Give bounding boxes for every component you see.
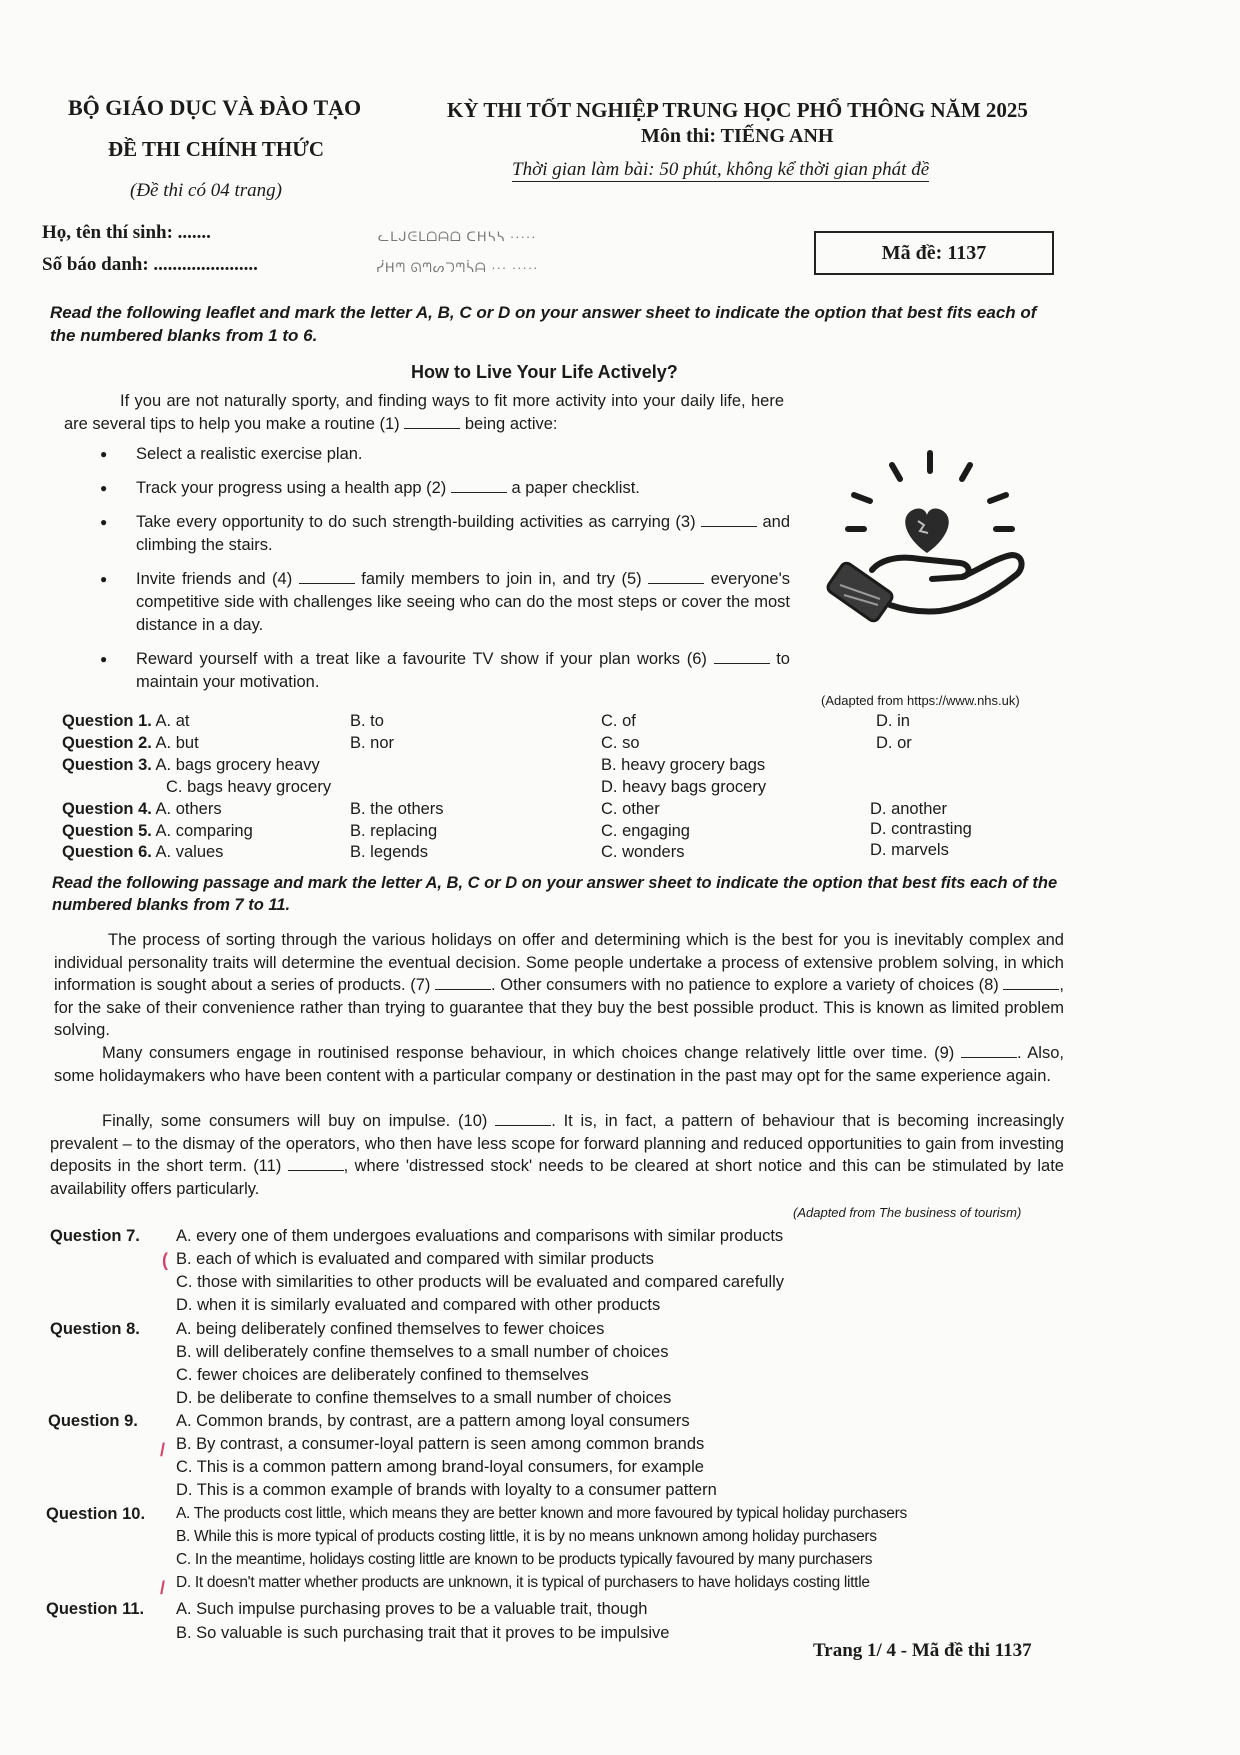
blank-5 bbox=[648, 569, 704, 584]
blank-7 bbox=[435, 975, 491, 990]
q7-option-b: B. each of which is evaluated and compared with similar products bbox=[176, 1250, 654, 1268]
q1-option-c: C. of bbox=[601, 712, 636, 730]
tip-2-text-a: Track your progress using a health app (2) bbox=[136, 479, 447, 497]
exam-title: KỲ THI TỐT NGHIỆP TRUNG HỌC PHỔ THÔNG NĂM 2025 bbox=[447, 98, 1028, 122]
q6-option-a: A. values bbox=[155, 843, 224, 861]
tip-4-text-a: Invite friends and (4) bbox=[136, 570, 293, 588]
blank-2 bbox=[451, 478, 507, 493]
pages-note: (Đề thi có 04 trang) bbox=[130, 180, 282, 201]
q8-option-b: B. will deliberately confine themselves to a small number of choices bbox=[176, 1343, 669, 1361]
q2-label bbox=[62, 734, 199, 753]
leaflet-intro bbox=[64, 390, 784, 436]
q5-option-d: D. contrasting bbox=[870, 820, 972, 838]
q1-option-d: D. in bbox=[876, 712, 910, 730]
q10-option-a: A. The products cost little, which means they are better known and more favoured by typical holiday purchasers bbox=[176, 1505, 907, 1522]
q9-option-d: D. This is a common example of brands with loyalty to a consumer pattern bbox=[176, 1481, 717, 1499]
q5-option-a: A. comparing bbox=[155, 822, 253, 840]
heart-hand-icon bbox=[820, 445, 1030, 635]
blank-9 bbox=[961, 1043, 1017, 1058]
q6-label bbox=[62, 843, 223, 862]
tip-item-4 bbox=[100, 568, 790, 637]
tip-5-text-b: to maintain your motivation. bbox=[136, 650, 790, 691]
q3-option-c: C. bags heavy grocery bbox=[166, 778, 332, 796]
q2-option-d: D. or bbox=[876, 734, 912, 752]
q4-option-d: D. another bbox=[870, 800, 948, 818]
q1-number: Question 1. bbox=[62, 712, 152, 730]
tip-3-text-a: Take every opportunity to do such strength-building activities as carrying (3) bbox=[136, 513, 696, 531]
tip-item-3 bbox=[100, 511, 790, 557]
tip-1-text: Select a realistic exercise plan. bbox=[136, 445, 363, 463]
p1-text-a: The process of sorting through the various holidays on offer and determining which is the best for you is inevitably complex and individual personality traits will determine the eventual decision. Some people undertake a process of extensive problem solving, in which information is sought about a series of products. (7) bbox=[54, 931, 1064, 994]
q2-option-b: B. nor bbox=[350, 734, 395, 752]
q5-option-b: B. replacing bbox=[350, 822, 438, 840]
q11-number bbox=[46, 1600, 144, 1619]
p2-text-a: Many consumers engage in routinised response behaviour, in which choices change relatively little over time. (9) bbox=[102, 1044, 955, 1062]
q7-option-c: C. those with similarities to other products will be evaluated and compared carefully bbox=[176, 1273, 785, 1291]
q7-label: Question 7. bbox=[50, 1227, 140, 1245]
passage-paragraph-2 bbox=[54, 1042, 1064, 1087]
q3-option-b: B. heavy grocery bags bbox=[601, 756, 766, 774]
candidate-id-label: Số báo danh: ...................... bbox=[42, 254, 258, 275]
tip-item-5 bbox=[100, 648, 790, 694]
candidate-name-label: Họ, tên thí sinh: ....... bbox=[42, 222, 211, 243]
tip-4-text-b: family members to join in, and try (5) bbox=[361, 570, 642, 588]
q3-label bbox=[62, 756, 320, 775]
q5-option-c: C. engaging bbox=[601, 822, 690, 840]
q2-number: Question 2. bbox=[62, 734, 152, 752]
q1-label bbox=[62, 712, 189, 731]
exam-time bbox=[512, 159, 929, 181]
tip-5-text-a: Reward yourself with a treat like a favourite TV show if your plan works (6) bbox=[136, 650, 707, 668]
pen-mark-q10: / bbox=[160, 1578, 166, 1598]
q6-option-d: D. marvels bbox=[870, 841, 949, 859]
tip-item-1 bbox=[100, 443, 790, 466]
q6-option-c: C. wonders bbox=[601, 843, 685, 861]
q2-option-a: A. but bbox=[155, 734, 199, 752]
blank-4 bbox=[299, 569, 355, 584]
leaflet-title: How to Live Your Life Actively? bbox=[411, 362, 678, 382]
q10-label: Question 10. bbox=[46, 1505, 146, 1523]
intro-text-b: being active: bbox=[464, 415, 558, 433]
faint-handwriting-2: ᓰᕼᘉ ᘏᘉᔕᘄᘉᓵᗩ ··· ····· bbox=[376, 260, 539, 275]
q4-option-c: C. other bbox=[601, 800, 660, 818]
q10-option-d: D. It doesn't matter whether products are unknown, it is typical of purchasers to have holidays costing little bbox=[176, 1574, 870, 1591]
q8-option-d: D. be deliberate to confine themselves to a small number of choices bbox=[176, 1389, 672, 1407]
q9-option-a: A. Common brands, by contrast, are a pattern among loyal consumers bbox=[176, 1412, 690, 1430]
p3-text-c: , where 'distressed stock' needs to be cleared at short notice and this can be stimulated by late availability offers particularly. bbox=[50, 1157, 1064, 1198]
q11-label: Question 11. bbox=[46, 1600, 145, 1618]
section2-instruction: Read the following passage and mark the letter A, B, C or D on your answer sheet to indicate the option that best fits each of the numbered blanks from 7 to 11. bbox=[52, 874, 1058, 914]
q11-option-b: B. So valuable is such purchasing trait that it proves to be impulsive bbox=[176, 1624, 670, 1642]
q3-option-a: A. bags grocery heavy bbox=[155, 756, 320, 774]
tips-list bbox=[100, 443, 790, 705]
q1-option-b: B. to bbox=[350, 712, 384, 730]
tip-4-text-c: everyone's competitive side with challenges like seeing who can do the most steps or cover the most distance in a day. bbox=[136, 570, 790, 634]
p2-text-b: . Also, some holidaymakers who have been content with a particular company or destination in the past may opt for the same experience again. bbox=[54, 1044, 1064, 1085]
q4-option-b: B. the others bbox=[350, 800, 444, 818]
exam-code: Mã đề: 1137 bbox=[881, 241, 987, 264]
leaflet-source: (Adapted from https://www.nhs.uk) bbox=[821, 693, 1020, 708]
q2-option-c: C. so bbox=[601, 734, 640, 752]
q8-option-a: A. being deliberately confined themselves to fewer choices bbox=[176, 1320, 605, 1338]
section1-instruction: Read the following leaflet and mark the letter A, B, C or D on your answer sheet to indicate the option that best fits each of the numbered blanks from 1 to 6. bbox=[50, 303, 1037, 345]
q3-option-d: D. heavy bags grocery bbox=[601, 778, 767, 796]
q10-number bbox=[46, 1505, 145, 1524]
q4-number: Question 4. bbox=[62, 800, 152, 818]
official-exam-label: ĐỀ THI CHÍNH THỨC bbox=[108, 137, 325, 161]
tip-3-text-b: and climbing the stairs. bbox=[136, 513, 791, 554]
p3-text-b: . It is, in fact, a pattern of behaviour that is becoming increasingly prevalent – to the dismay of the operators, who then have less scope for forward planning and reduced opportunities to gain from investing deposits in the short term. (11) bbox=[50, 1112, 1064, 1175]
faint-handwriting-1: ᓚᒪᒍᕮᒪᗝᗩᗝ ᑕᕼᓴᓴ ····· bbox=[378, 229, 537, 244]
q9-label: Question 9. bbox=[48, 1412, 138, 1430]
q10-option-b: B. While this is more typical of products costing little, it is by no means unknown among holiday purchasers bbox=[176, 1528, 877, 1545]
q9-number bbox=[48, 1412, 138, 1431]
q1-option-a: A. at bbox=[155, 712, 190, 730]
q5-label bbox=[62, 822, 253, 841]
tip-item-2 bbox=[100, 477, 790, 500]
p1-text-b: . Other consumers with no patience to explore a variety of choices (8) bbox=[491, 976, 999, 994]
q9-option-c: C. This is a common pattern among brand-loyal consumers, for example bbox=[176, 1458, 704, 1476]
passage-source: (Adapted from The business of tourism) bbox=[793, 1205, 1022, 1220]
blank-11 bbox=[288, 1156, 344, 1171]
q10-option-c: C. In the meantime, holidays costing little are known to be products typically favoured by many purchasers bbox=[176, 1551, 873, 1568]
q11-option-a: A. Such impulse purchasing proves to be a valuable trait, though bbox=[176, 1600, 648, 1618]
blank-6 bbox=[714, 649, 770, 664]
q7-option-d: D. when it is similarly evaluated and compared with other products bbox=[176, 1296, 661, 1314]
exam-time-text: Thời gian làm bài: 50 phút, không kể thời gian phát đề bbox=[512, 159, 930, 180]
ministry-name: BỘ GIÁO DỤC VÀ ĐÀO TẠO bbox=[68, 95, 362, 120]
q4-label bbox=[62, 800, 222, 819]
passage-paragraph-3 bbox=[50, 1110, 1064, 1200]
p1-text-c: , for the sake of their convenience rather than trying to guarantee that they buy the best possible product. This is known as limited problem solving. bbox=[54, 976, 1064, 1039]
pen-mark-q9: / bbox=[160, 1440, 166, 1460]
q3-number: Question 3. bbox=[62, 756, 152, 774]
q8-option-c: C. fewer choices are deliberately confined to themselves bbox=[176, 1366, 589, 1384]
blank-3 bbox=[701, 512, 757, 527]
exam-code-box bbox=[814, 231, 1054, 275]
q5-number: Question 5. bbox=[62, 822, 152, 840]
passage-paragraph-1 bbox=[54, 929, 1064, 1042]
q8-label: Question 8. bbox=[50, 1320, 140, 1338]
q6-number: Question 6. bbox=[62, 843, 152, 861]
intro-text-a: If you are not naturally sporty, and finding ways to fit more activity into your daily life, here are several tips to help you make a routine (1) bbox=[64, 392, 784, 433]
q7-number bbox=[50, 1227, 140, 1246]
blank-10 bbox=[495, 1111, 551, 1126]
q8-number bbox=[50, 1320, 140, 1339]
blank-1 bbox=[404, 414, 460, 429]
tip-2-text-b: a paper checklist. bbox=[511, 479, 640, 497]
p3-text-a: Finally, some consumers will buy on impulse. (10) bbox=[102, 1112, 488, 1130]
blank-8 bbox=[1003, 975, 1059, 990]
pen-mark-q7: ( bbox=[162, 1250, 168, 1270]
exam-subject: Môn thi: TIẾNG ANH bbox=[641, 125, 834, 147]
q4-option-a: A. others bbox=[155, 800, 222, 818]
page-footer: Trang 1/ 4 - Mã đề thi 1137 bbox=[813, 1640, 1032, 1661]
q6-option-b: B. legends bbox=[350, 843, 428, 861]
q7-option-a: A. every one of them undergoes evaluations and comparisons with similar products bbox=[176, 1227, 784, 1245]
q9-option-b: B. By contrast, a consumer-loyal pattern is seen among common brands bbox=[176, 1435, 705, 1453]
